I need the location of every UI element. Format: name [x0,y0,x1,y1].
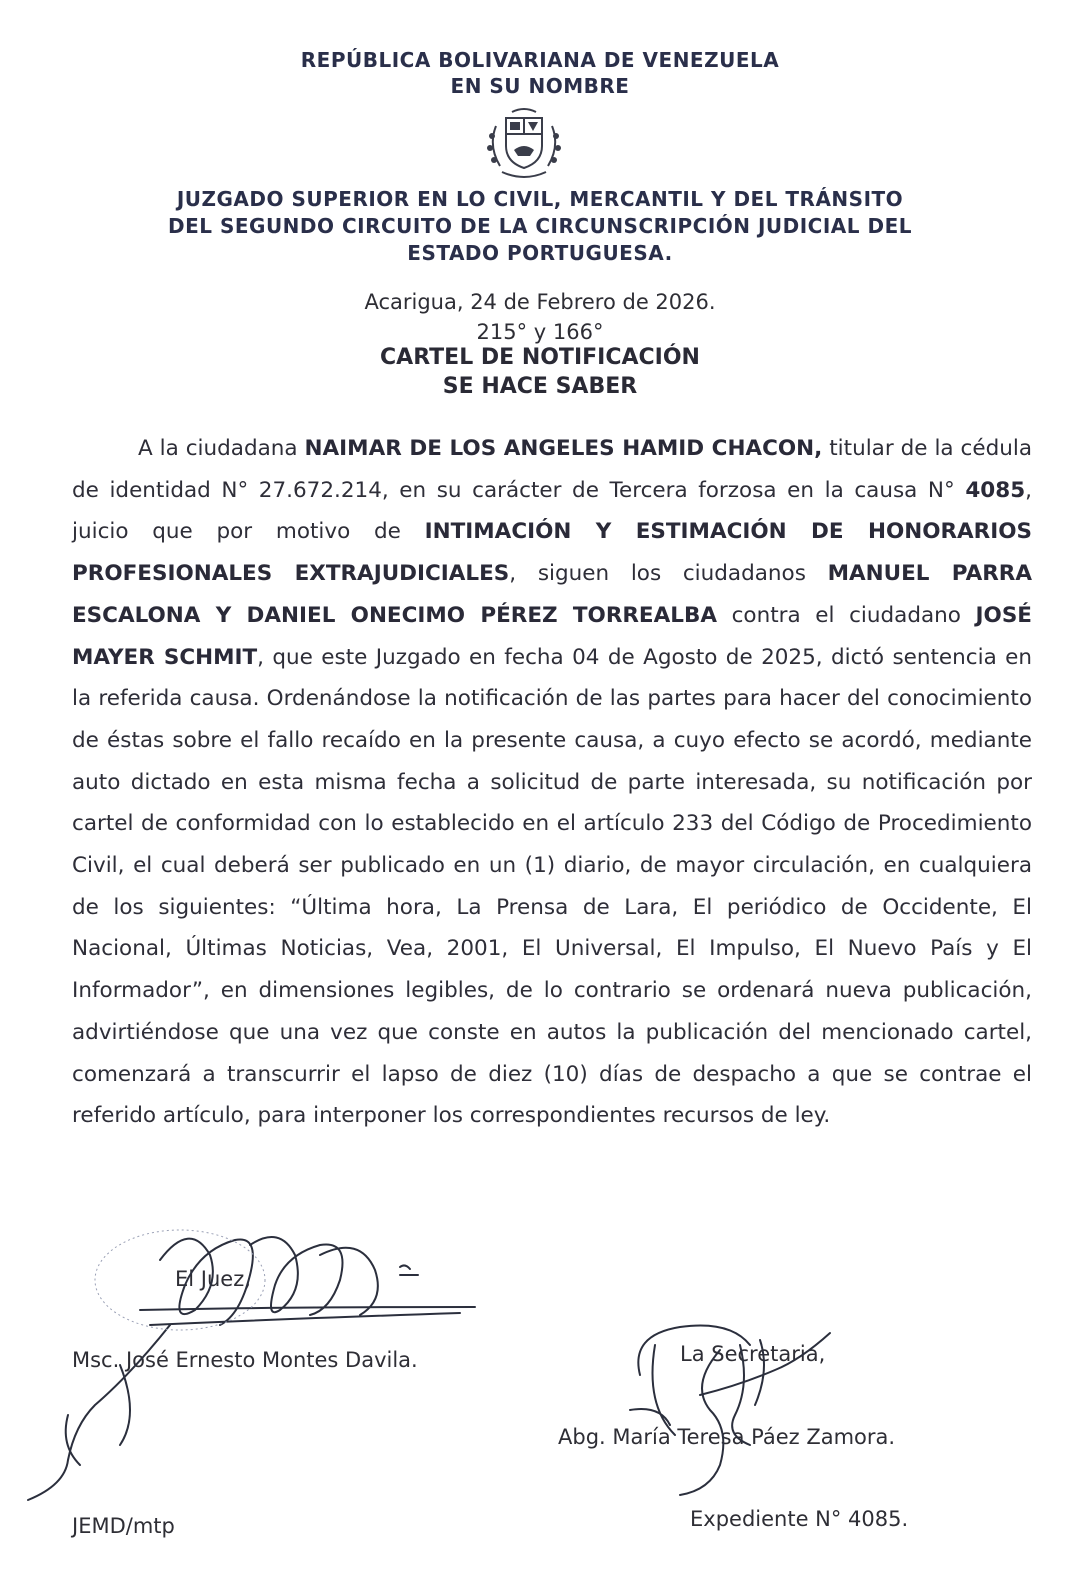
court-line-2: DEL SEGUNDO CIRCUITO DE LA CIRCUNSCRIPCIÓN JUDICIAL DEL [167,214,912,238]
header-line-republic: REPÚBLICA BOLIVARIANA DE VENEZUELA [300,48,780,72]
body-text-4: , siguen los ciudadanos [509,561,828,587]
case-subject: INTIMACIÓN Y ESTIMACIÓN DE HONORARIOS PROFESIONALES EXTRAJUDICIALES [72,519,1033,587]
secretary-name: Abg. María Teresa Páez Zamora. [558,1425,896,1449]
court-line-1: JUZGADO SUPERIOR EN LO CIVIL, MERCANTIL Y DEL TRÁNSITO [176,187,904,211]
body-text-2: titular de la cédula de identidad N° 27.672.214, en su carácter de Tercera forzosa en la causa N° [72,436,1032,503]
place-date: Acarigua, 24 de Febrero de 2026. [364,290,716,314]
body-text-3: , juicio que por motivo de [72,477,1032,545]
initials-reference: JEMD/mtp [72,1514,175,1538]
court-line-3: ESTADO PORTUGUESA. [407,241,673,265]
defendant-name: JOSÉ MAYER SCHMIT [72,602,1032,670]
judge-label: El Juez, [175,1267,251,1291]
case-number: 4085 [965,477,1026,503]
years-reference: 215° y 166° [476,320,604,344]
file-number: Expediente N° 4085. [690,1507,909,1531]
judge-name: Msc. José Ernesto Montes Davila. [72,1348,418,1372]
body-text-6: , que este Juzgado en fecha 04 de Agosto de 2025, dictó sentencia en la referida causa. Ordenándose la notificación de las partes para hacer del conocimiento de éstas sobre el fallo recaído en la presente causa, a cuyo efecto se acordó, mediante auto dictado en esta misma fecha a solicitud de parte interesada, su notificación por cartel de conformidad con lo establecido en el artículo 233 del Código de Procedimiento Civil, el cual deberá ser publicado en un (1) diario, de mayor circulación, en cualquiera de los siguientes: “Última hora, La Prensa de Lara, El periódico de Occidente, El Nacional, Últimas Noticias, Vea, 2001, El Universal, El Impulso, El Nuevo País y El Informador”, en dimensiones legibles, de lo contrario se ordenará nueva publicación, advirtiéndose que una vez que conste en autos la publicación del mencionado cartel, comenzará a transcurrir el lapso de diez (10) días de despacho a que se contrae el referido artículo, para interponer los correspondientes recursos de ley. [72,644,1032,1129]
header-line-en-su-nombre: EN SU NOMBRE [450,74,630,98]
body-text-1: A la ciudadana [138,436,305,461]
secretary-label: La Secretaria, [680,1342,826,1366]
body-text-5: contra el ciudadano [716,602,976,628]
document-subtitle: SE HACE SABER [442,374,638,399]
court-name [0,186,1080,267]
notified-person-name: NAIMAR DE LOS ANGELES HAMID CHACON, [304,436,823,461]
notification-body [72,428,1032,1137]
coat-of-arms-icon [478,106,570,182]
document-title: CARTEL DE NOTIFICACIÓN [380,345,700,370]
plaintiffs-names: MANUEL PARRA ESCALONA Y DANIEL ONECIMO PÉREZ TORREALBA [72,561,1032,628]
